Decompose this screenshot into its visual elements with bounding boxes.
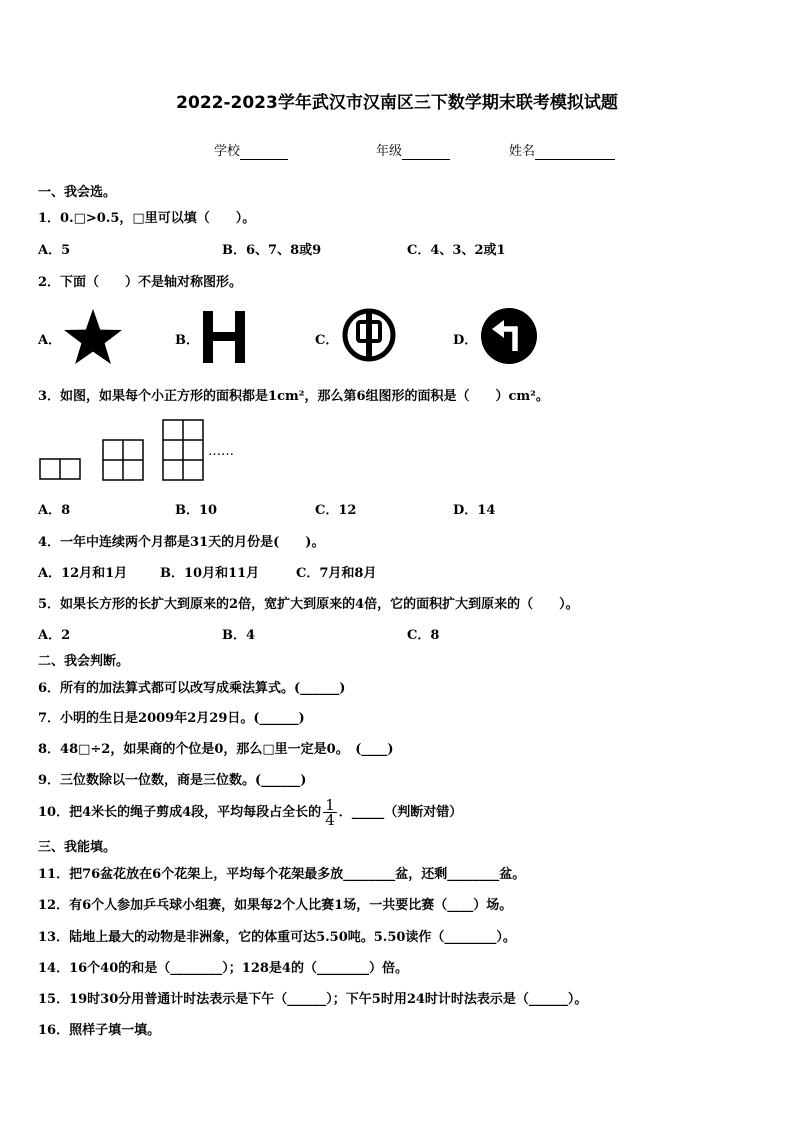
section-heading-1: 一、我会选。 bbox=[38, 185, 117, 200]
q3-option-c[interactable]: C．12 bbox=[315, 503, 357, 518]
fraction-denominator: 4 bbox=[325, 811, 335, 829]
name-field[interactable] bbox=[509, 140, 615, 160]
question-15-text[interactable]: 15．19时30分用普通计时法表示是下午（______）；下午5时用24时计时法表示是（______）。 bbox=[38, 992, 588, 1007]
q1-option-c[interactable]: C．4、3、2或1 bbox=[407, 243, 506, 258]
fraction-numerator: 1 bbox=[325, 796, 335, 814]
q3-option-a[interactable]: A．8 bbox=[38, 503, 71, 518]
q4-option-a[interactable]: A．12月和1月 bbox=[38, 566, 128, 581]
question-5-text: 5．如果长方形的长扩大到原来的2倍，宽扩大到原来的4倍，它的面积扩大到原来的（ ）。 bbox=[38, 597, 579, 612]
school-field[interactable] bbox=[214, 140, 288, 160]
q4-option-b[interactable]: B．10月和11月 bbox=[160, 566, 260, 581]
q10-text-after: ．_____（判断对错） bbox=[338, 805, 463, 820]
name-label: 姓名 bbox=[509, 144, 536, 159]
q3-option-d[interactable]: D．14 bbox=[453, 503, 496, 518]
section-heading-3: 三、我能填。 bbox=[38, 840, 117, 855]
question-3-text: 3．如图，如果每个小正方形的面积都是1cm²，那么第6组图形的面积是（ ）cm²。 bbox=[38, 389, 549, 404]
q1-option-a[interactable]: A．5 bbox=[38, 243, 71, 258]
turn-left-sign-icon bbox=[480, 307, 538, 365]
school-blank[interactable] bbox=[240, 144, 288, 160]
square-pattern-group-2 bbox=[101, 438, 145, 482]
question-6-text[interactable]: 6．所有的加法算式都可以改写成乘法算式。(______) bbox=[38, 681, 346, 696]
question-7-text[interactable]: 7．小明的生日是2009年2月29日。(______) bbox=[38, 711, 305, 726]
grade-field[interactable] bbox=[376, 140, 450, 160]
letter-h-icon bbox=[201, 310, 247, 364]
question-11-text[interactable]: 11．把76盆花放在6个花架上，平均每个花架最多放________盆，还剩________盆。 bbox=[38, 867, 526, 882]
question-8-text[interactable]: 8．48□÷2，如果商的个位是0，那么□里一定是0。 (____) bbox=[38, 742, 394, 757]
fraction-one-quarter bbox=[323, 798, 337, 827]
school-label: 学校 bbox=[214, 144, 241, 159]
q5-option-b[interactable]: B．4 bbox=[222, 628, 256, 643]
question-14-text[interactable]: 14．16个40的和是（________）；128是4的（________）倍。 bbox=[38, 961, 408, 976]
question-2-text: 2．下面（ ）不是轴对称图形。 bbox=[38, 275, 243, 290]
q5-option-c[interactable]: C．8 bbox=[407, 628, 440, 643]
q2-option-a[interactable]: A． bbox=[38, 333, 62, 348]
square-pattern-group-3 bbox=[161, 418, 205, 482]
q2-option-b[interactable]: B． bbox=[175, 333, 199, 348]
q10-text-before: 10．把4米长的绳子剪成4段，平均每段占全长的 bbox=[38, 805, 322, 820]
q2-option-d[interactable]: D． bbox=[453, 333, 478, 348]
question-12-text[interactable]: 12．有6个人参加乒乓球小组赛，如果每2个人比赛1场，一共要比赛（____）场。 bbox=[38, 898, 513, 913]
grade-label: 年级 bbox=[376, 144, 403, 159]
page-title: 2022-2023学年武汉市汉南区三下数学期末联考模拟试题 bbox=[176, 93, 618, 113]
name-blank[interactable] bbox=[535, 144, 615, 160]
question-4-text: 4．一年中连续两个月都是31天的月份是( )。 bbox=[38, 535, 325, 550]
q4-option-c[interactable]: C．7月和8月 bbox=[296, 566, 377, 581]
question-13-text[interactable]: 13．陆地上最大的动物是非洲象，它的体重可达5.50吨。5.50读作（________）。 bbox=[38, 930, 516, 945]
section-heading-2: 二、我会判断。 bbox=[38, 654, 130, 669]
q2-option-c[interactable]: C． bbox=[315, 333, 339, 348]
pattern-ellipsis: …… bbox=[208, 444, 234, 459]
question-16-text: 16．照样子填一填。 bbox=[38, 1023, 161, 1038]
q1-option-b[interactable]: B．6、7、8或9 bbox=[222, 243, 322, 258]
q5-option-a[interactable]: A．2 bbox=[38, 628, 71, 643]
bank-logo-icon bbox=[341, 307, 397, 363]
q3-option-b[interactable]: B．10 bbox=[175, 503, 218, 518]
question-9-text[interactable]: 9．三位数除以一位数，商是三位数。(______) bbox=[38, 773, 307, 788]
square-pattern-group-1 bbox=[38, 457, 82, 481]
grade-blank[interactable] bbox=[402, 144, 450, 160]
question-10-text[interactable] bbox=[38, 798, 462, 827]
question-1-text: 1．0.□>0.5，□里可以填（ ）。 bbox=[38, 211, 256, 226]
star-icon bbox=[62, 308, 124, 366]
